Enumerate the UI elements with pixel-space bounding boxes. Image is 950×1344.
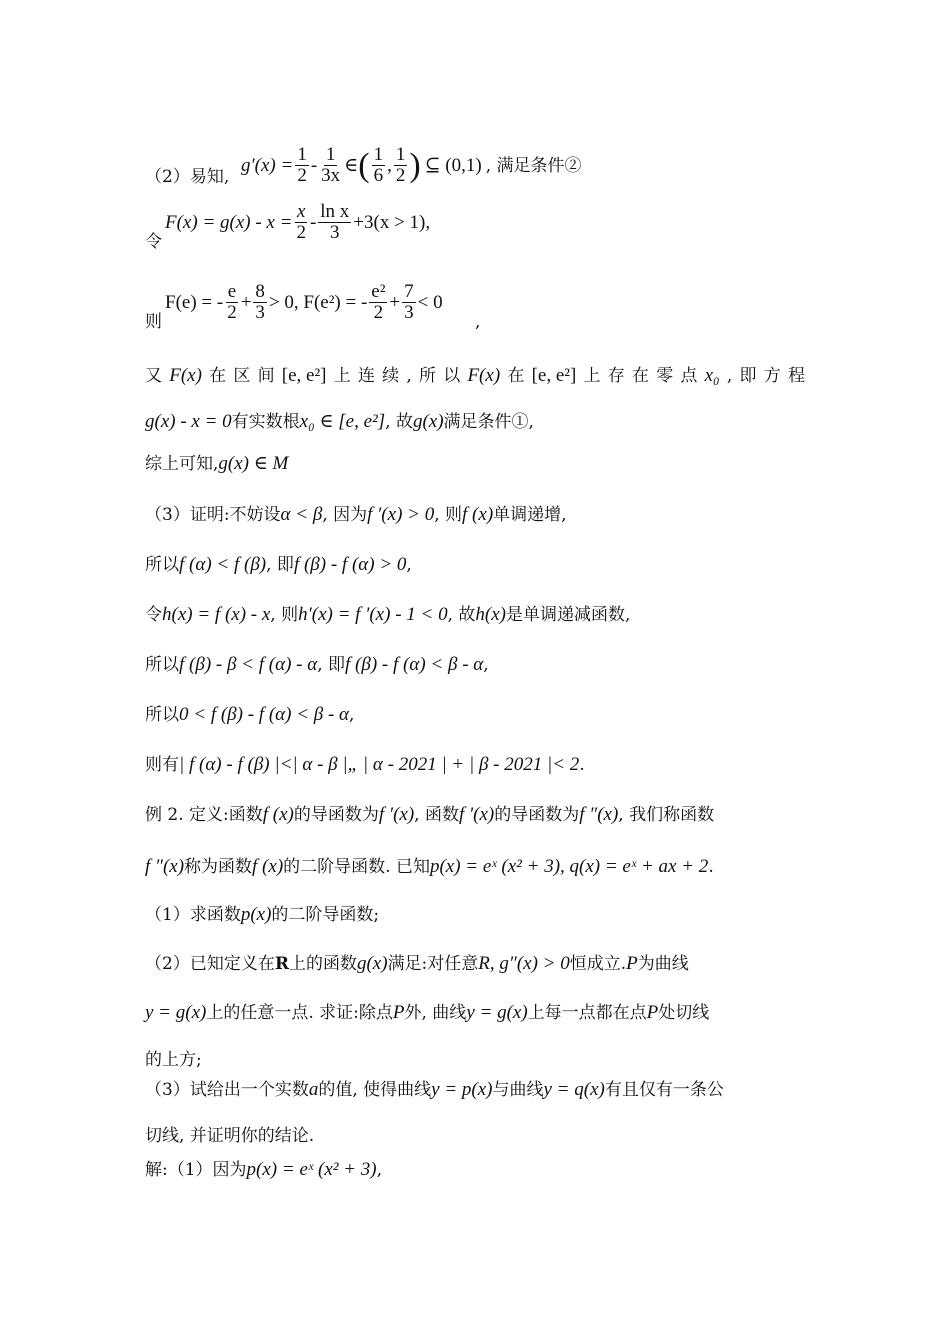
- sol-line: 解:（1）因为p(x) = eˣ (x² + 3),: [145, 1159, 383, 1180]
- frac-hi: $\frac{1}{2}$: [395, 144, 406, 186]
- ling-formula: F(x) = g(x) - x = $\frac{x}{2}$ - $\frac{\text{ln x}}{3}$ +3(x > 1),: [165, 201, 431, 243]
- frac-third: $\frac{1}{3x}$: [321, 144, 341, 186]
- q2-line2: y = g(x)上的任意一点. 求证:除点P外, 曲线y = g(x)上每一点都在点P处切线: [145, 1002, 710, 1023]
- frac-half: $\frac{1}{2}$: [297, 144, 307, 186]
- q1-line: （1）求函数p(x)的二阶导函数;: [145, 904, 380, 925]
- q3-line1: （3）试给出一个实数a的值, 使得曲线y = p(x)与曲线y = q(x)有且仅有一条公: [145, 1079, 724, 1100]
- s1-line: 所以f (α) < f (β), 即f (β) - f (α) > 0,: [145, 554, 412, 575]
- frac-lo: $\frac{1}{6}$: [373, 144, 384, 186]
- s2-line: 令h(x) = f (x) - x, 则h′(x) = f ′(x) - 1 < 0, 故h(x)是单调递减函数,: [145, 604, 631, 625]
- ex2-line2: f ″(x)称为函数f (x)的二阶导函数. 已知p(x) = eˣ (x² + 3), q(x) = eˣ + ax + 2.: [145, 856, 714, 877]
- ze-formula: F(e) = - $\frac{e}{2}$ + $\frac{8}{3}$ > 0, F(e²) = - $\frac{\text{e²}}{2}$ + $\frac{7}{3}$ < 0: [165, 281, 443, 323]
- q2-line3: 的上方;: [145, 1050, 202, 1070]
- q2-line1: （2）已知定义在R上的函数g(x)满足:对任意R, g″(x) > 0恒成立.P为曲线: [145, 953, 689, 974]
- zong-line: 综上可知,g(x) ∈ M: [145, 453, 289, 474]
- s5-line: 则有| f (α) - f (β) |<| α - β |„ | α - 2021 | + | β - 2021 |< 2.: [145, 754, 585, 775]
- p2-label: （2）易知,: [145, 167, 230, 187]
- s3-line: 所以f (β) - β < f (α) - α, 即f (β) - f (α) < β - α,: [145, 654, 489, 675]
- q3-line2: 切线, 并证明你的结论.: [145, 1126, 315, 1146]
- gx-line: g(x) - x = 0有实数根x₀ ∈ [e, e²], 故g(x)满足条件①,: [145, 411, 534, 432]
- p2-formula: g′(x) = $\frac{1}{2}$ - $\frac{1}{3x}$ ∈ ( $\frac{1}{6}$ , $\frac{1}{2}$ ) ⊆ (0,1) , 满足条件②: [241, 144, 582, 186]
- s4-line: 所以0 < f (β) - f (α) < β - α,: [145, 704, 355, 725]
- p3-line: （3）证明:不妨设α < β, 因为f ′(x) > 0, 则f (x)单调递增,: [145, 504, 567, 525]
- ex2-line1: 例 2. 定义:函数f (x)的导函数为f ′(x), 函数f ′(x)的导函数为f ″(x), 我们称函数: [145, 804, 715, 825]
- you-line: 又 F(x) 在 区 间 [e, e²] 上 连 续 , 所 以 F(x) 在 [e, e²] 上 存 在 零 点 x₀ , 即 方 程: [145, 365, 805, 386]
